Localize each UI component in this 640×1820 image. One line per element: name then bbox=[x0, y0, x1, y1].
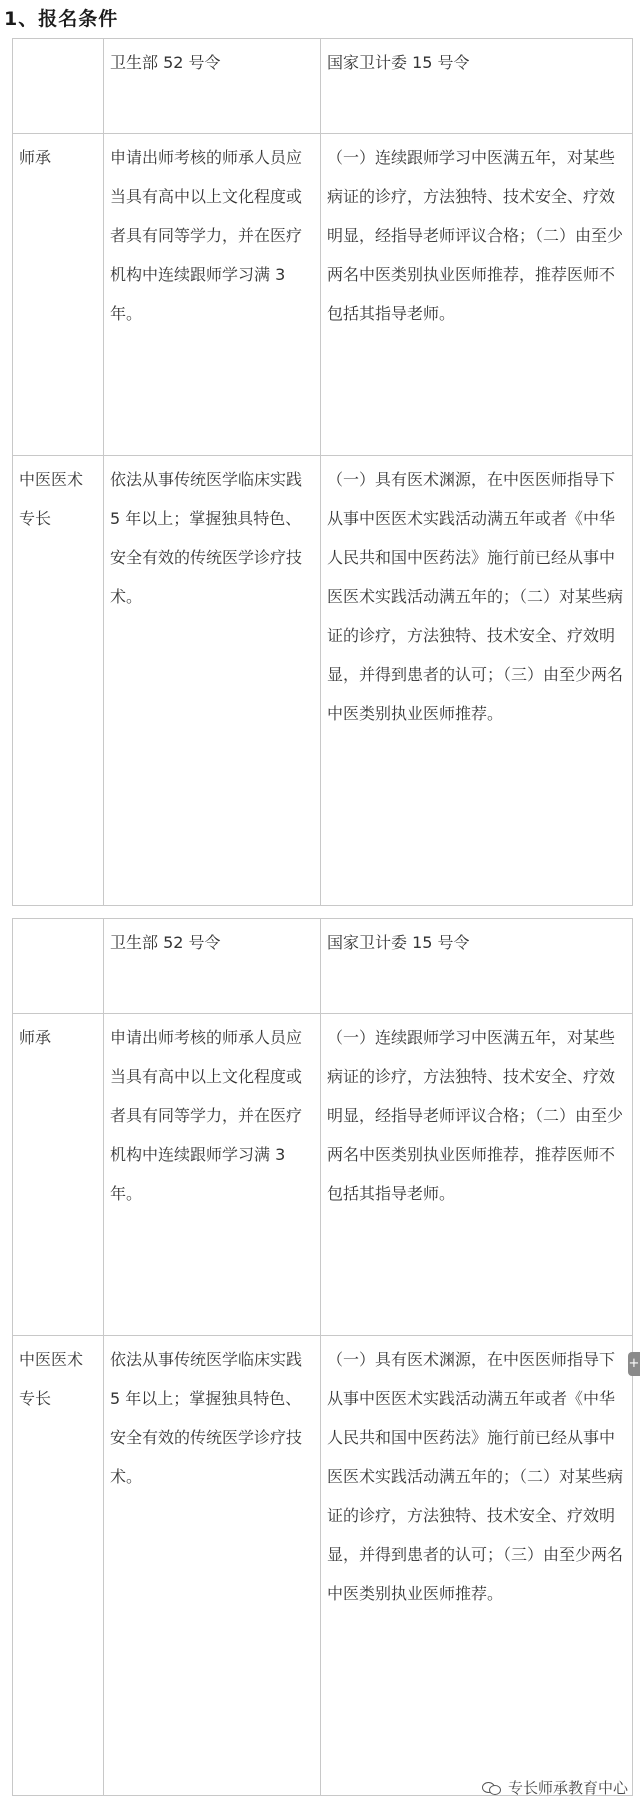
header-cell-empty bbox=[13, 39, 104, 134]
row-cell-order52: 申请出师考核的师承人员应当具有高中以上文化程度或者具有同等学力，并在医疗机构中连续跟师学习满 3 年。 bbox=[104, 134, 321, 456]
header-cell-empty bbox=[13, 919, 104, 1014]
row-cell-order15: （一）连续跟师学习中医满五年，对某些病证的诊疗，方法独特、技术安全、疗效明显，经指导老师评议合格；（二）由至少两名中医类别执业医师推荐，推荐医师不包括其指导老师。 bbox=[321, 134, 633, 456]
header-cell-order52: 卫生部 52 号令 bbox=[104, 39, 321, 134]
watermark-text: 专长师承教育中心 bbox=[507, 1779, 628, 1797]
table-row bbox=[13, 1014, 633, 1336]
table-header-row bbox=[13, 39, 633, 134]
conditions-table-1 bbox=[12, 38, 633, 906]
row-cell-order15: （一）具有医术渊源，在中医医师指导下从事中医医术实践活动满五年或者《中华人民共和国中医药法》施行前已经从事中医医术实践活动满五年的；（二）对某些病证的诊疗，方法独特、技术安全、疗效明显，并得到患者的认可；（三）由至少两名中医类别执业医师推荐。 bbox=[321, 1336, 633, 1796]
row-cell-order15: （一）连续跟师学习中医满五年，对某些病证的诊疗，方法独特、技术安全、疗效明显，经指导老师评议合格；（二）由至少两名中医类别执业医师推荐，推荐医师不包括其指导老师。 bbox=[321, 1014, 633, 1336]
header-cell-order52: 卫生部 52 号令 bbox=[104, 919, 321, 1014]
row-label: 师承 bbox=[13, 1014, 104, 1336]
row-label: 师承 bbox=[13, 134, 104, 456]
row-label: 中医医术专长 bbox=[13, 1336, 104, 1796]
header-cell-order15: 国家卫计委 15 号令 bbox=[321, 39, 633, 134]
row-cell-order15: （一）具有医术渊源，在中医医师指导下从事中医医术实践活动满五年或者《中华人民共和国中医药法》施行前已经从事中医医术实践活动满五年的；（二）对某些病证的诊疗，方法独特、技术安全、疗效明显，并得到患者的认可；（三）由至少两名中医类别执业医师推荐。 bbox=[321, 456, 633, 906]
watermark bbox=[482, 1777, 628, 1798]
side-expand-handle[interactable] bbox=[628, 1352, 640, 1376]
conditions-table-2 bbox=[12, 918, 633, 1796]
row-label: 中医医术专长 bbox=[13, 456, 104, 906]
table-row bbox=[13, 1336, 633, 1796]
plus-icon: + bbox=[628, 1356, 640, 1371]
table-row bbox=[13, 456, 633, 906]
section-heading: 1、报名条件 bbox=[4, 8, 119, 30]
header-cell-order15: 国家卫计委 15 号令 bbox=[321, 919, 633, 1014]
wechat-icon bbox=[482, 1780, 502, 1796]
row-cell-order52: 依法从事传统医学临床实践 5 年以上；掌握独具特色、安全有效的传统医学诊疗技术。 bbox=[104, 456, 321, 906]
row-cell-order52: 申请出师考核的师承人员应当具有高中以上文化程度或者具有同等学力，并在医疗机构中连续跟师学习满 3 年。 bbox=[104, 1014, 321, 1336]
table-header-row bbox=[13, 919, 633, 1014]
row-cell-order52: 依法从事传统医学临床实践 5 年以上；掌握独具特色、安全有效的传统医学诊疗技术。 bbox=[104, 1336, 321, 1796]
table-row bbox=[13, 134, 633, 456]
